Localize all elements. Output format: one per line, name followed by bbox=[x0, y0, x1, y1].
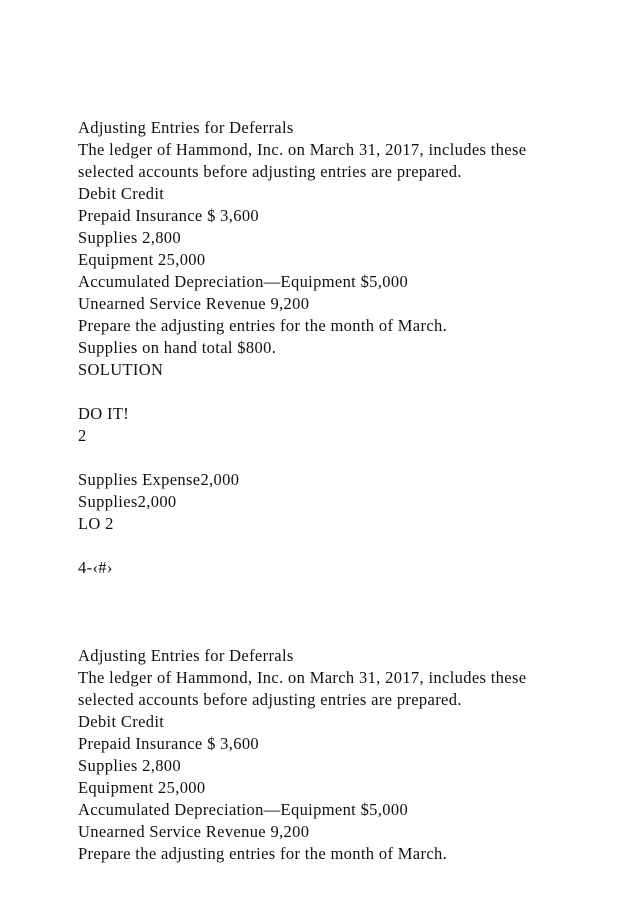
account-line: Supplies 2,800 bbox=[78, 228, 181, 247]
section-title: Adjusting Entries for Deferrals bbox=[78, 118, 294, 137]
slide-number: 4-‹#› bbox=[78, 558, 113, 577]
account-line: Accumulated Depreciation—Equipment $5,000 bbox=[78, 272, 409, 291]
entry-debit-line: Supplies Expense2,000 bbox=[78, 470, 240, 489]
entry-credit-line: Supplies2,000 bbox=[78, 492, 177, 511]
column-header: Debit Credit bbox=[78, 712, 165, 731]
section-title: Adjusting Entries for Deferrals bbox=[78, 646, 294, 665]
blank-line bbox=[78, 447, 618, 469]
instruction-line: Prepare the adjusting entries for the month of March. bbox=[78, 316, 448, 335]
intro-line: The ledger of Hammond, Inc. on March 31, 2017, includes these bbox=[78, 140, 527, 159]
account-line: Prepaid Insurance $ 3,600 bbox=[78, 734, 260, 753]
blank-line bbox=[78, 535, 618, 557]
learning-objective: LO 2 bbox=[78, 514, 114, 533]
account-line: Unearned Service Revenue 9,200 bbox=[78, 822, 310, 841]
account-line: Accumulated Depreciation—Equipment $5,000 bbox=[78, 800, 409, 819]
account-line: Equipment 25,000 bbox=[78, 778, 206, 797]
account-line: Prepaid Insurance $ 3,600 bbox=[78, 206, 260, 225]
do-it-number: 2 bbox=[78, 426, 87, 445]
blank-line bbox=[78, 623, 618, 645]
account-line: Equipment 25,000 bbox=[78, 250, 206, 269]
account-line: Supplies 2,800 bbox=[78, 756, 181, 775]
intro-line: The ledger of Hammond, Inc. on March 31, 2017, includes these bbox=[78, 668, 527, 687]
blank-line bbox=[78, 381, 618, 403]
intro-line: selected accounts before adjusting entries are prepared. bbox=[78, 162, 462, 181]
blank-line bbox=[78, 579, 618, 601]
solution-label: SOLUTION bbox=[78, 360, 164, 379]
do-it-label: DO IT! bbox=[78, 404, 130, 423]
column-header: Debit Credit bbox=[78, 184, 165, 203]
instruction-line: Prepare the adjusting entries for the month of March. bbox=[78, 844, 448, 863]
blank-line bbox=[78, 601, 618, 623]
document-text bbox=[78, 117, 618, 865]
note-line: Supplies on hand total $800. bbox=[78, 338, 277, 357]
intro-line: selected accounts before adjusting entries are prepared. bbox=[78, 690, 462, 709]
account-line: Unearned Service Revenue 9,200 bbox=[78, 294, 310, 313]
